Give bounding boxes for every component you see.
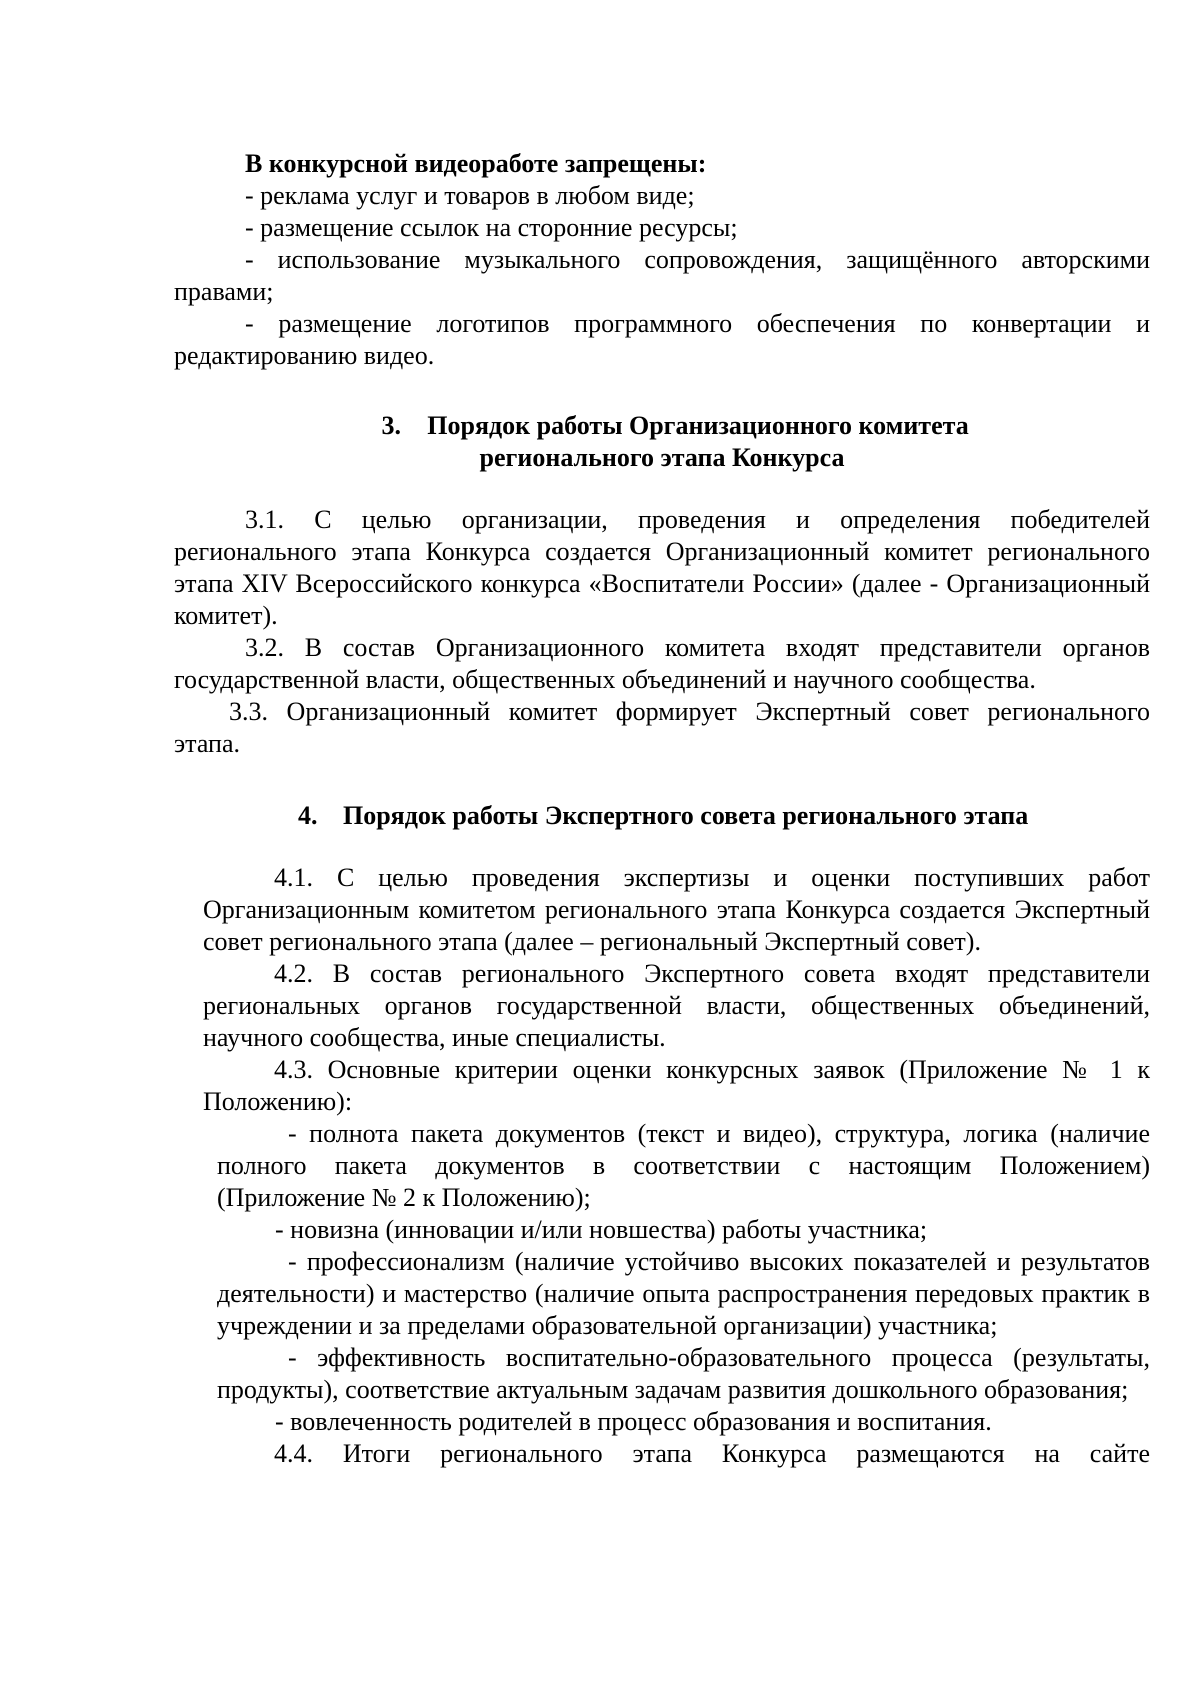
intro-item: - использование музыкального сопровождения, защищённого авторскими правами; [174,245,1150,306]
criteria-item: - новизна (инновации и/или новшества) работы участника; [275,1215,928,1244]
intro-block [174,148,1150,372]
paragraph-3-1: 3.1. С целью организации, проведения и определения победителей регионального этапа Конкурса создается Организационный комитет регионального этапа XIV Всероссийского конкурса «Воспитатели России» (далее - Организационный комитет). [174,505,1150,630]
section-4-number: 4. [298,801,318,830]
criteria-item: - эффективность воспитательно-образовательного процесса (результаты, продукты), соответствие актуальным задачам развития дошкольного образования; [217,1343,1150,1404]
paragraph-3-2: 3.2. В состав Организационного комитета входят представители органов государственной власти, общественных объединений и научного сообщества. [174,633,1150,694]
criteria-item: - полнота пакета документов (текст и видео), структура, логика (наличие полного пакета документов в соответствии с настоящим Положением) (Приложение № 2 к Положению); [217,1119,1150,1212]
intro-item: - реклама услуг и товаров в любом виде; [245,181,695,210]
intro-item: - размещение логотипов программного обеспечения по конвертации и редактированию видео. [174,309,1150,370]
paragraph-3-3: 3.3. Организационный комитет формирует Экспертный совет регионального этапа. [174,697,1150,758]
section-3 [174,410,1150,760]
paragraph-4-4: 4.4. Итоги регионального этапа Конкурса размещаются на сайте [274,1439,1150,1468]
section-4-heading [174,800,1150,832]
intro-subheading: В конкурсной видеоработе запрещены: [245,149,707,178]
paragraph-4-3: 4.3. Основные критерии оценки конкурсных заявок (Приложение № 1 к Положению): [203,1055,1150,1116]
section-3-title-line2: регионального этапа Конкурса [479,443,845,472]
section-3-number: 3. [381,411,402,440]
criteria-item: - профессионализм (наличие устойчиво высоких показателей и результатов деятельности) и мастерство (наличие опыта распространения передовых практик в учреждении и за пределами образовательной организации) участника; [217,1247,1150,1340]
section-4-title: Порядок работы Экспертного совета регионального этапа [343,801,1029,830]
section-3-heading [174,410,1150,474]
intro-item: - размещение ссылок на сторонние ресурсы; [245,213,738,242]
criteria-item: - вовлеченность родителей в процесс образования и воспитания. [275,1407,992,1436]
paragraph-4-2: 4.2. В состав регионального Экспертного совета входят представители региональных органов государственной власти, общественных объединений, научного сообщества, иные специалисты. [203,959,1150,1052]
section-3-title-line1: Порядок работы Организационного комитета [427,411,969,440]
paragraph-4-1: 4.1. С целью проведения экспертизы и оценки поступивших работ Организационным комитетом регионального этапа Конкурса создается Экспертный совет регионального этапа (далее – региональный Экспертный совет). [203,863,1150,956]
section-4-body [203,862,1150,1470]
section-4 [174,800,1150,1470]
